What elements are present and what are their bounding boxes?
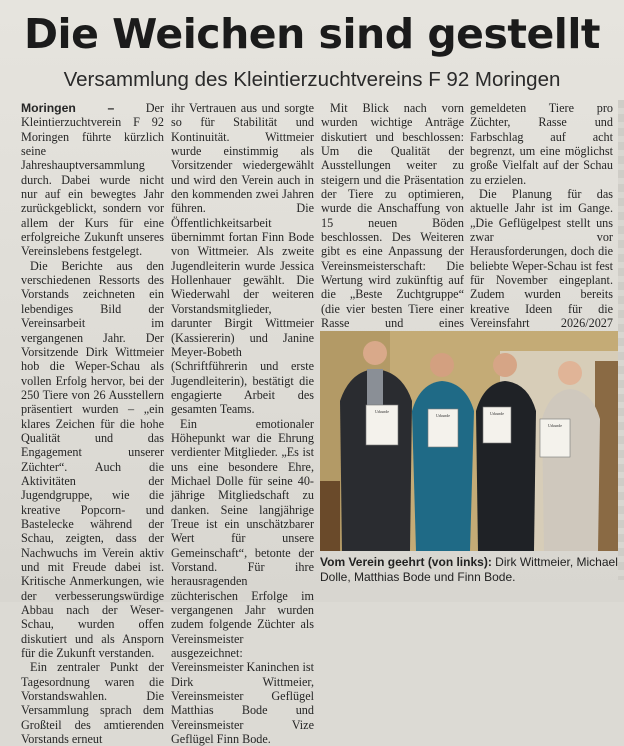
paragraph-text: Der Kleintierzuchtverein F 92 Moringen führte kürzlich seine Jahreshauptversammlung durch. Dabei wurde nicht nur auf ein bewegtes Jahr zurückgeblickt, sondern vor allem der Kurs für eine erfolgreiche Zukunft unseres Vereinslebens festgelegt. <box>21 101 164 259</box>
photo-caption <box>320 555 620 585</box>
caption-lead: Vom Verein geehrt (von links): <box>320 555 492 569</box>
paragraph: Die Planung für das aktuelle Jahr ist im Gange. „Die Geflügelpest stellt uns zwar vor Herausforderungen, doch die beliebte Weper-Schau ist fest für November eingeplant. Zudem wurden bereits kreative Ideen für die Vereinsfahrt 2026/2027 <box>470 187 613 331</box>
dateline: Moringen – <box>21 101 115 115</box>
caption-text: Dirk Wittmeier, Michael Dolle, Matthias Bode und Finn Bode. <box>320 555 618 584</box>
certificate-label: Urkunde <box>436 413 450 418</box>
certificate-label: Urkunde <box>375 409 389 414</box>
text-column-1 <box>21 101 164 746</box>
paragraph: Ein zentraler Punkt der Tagesordnung waren die Vorstandswahlen. Die Versammlung sprach dem Großteil des amtierenden Vorstands erneut <box>21 660 164 746</box>
paragraph: gemeldeten Tiere pro Züchter, Rasse und Farbschlag auf acht begrenzt, um eine möglichst große Vielfalt auf der Schau zu erzielen. <box>470 101 613 187</box>
paragraph: Mit Blick nach vorn wurden wichtige Anträge diskutiert und beschlossen: Um die Qualität der Ausstellungen weiter zu steigern und die Präsentation der Tiere zu optimieren, wurde die Anschaffung von 15 neuen Böden beschlossen. Des Weiteren gibt es eine Anpassung der Vereinsmeisterschaft: Die Wertung wird zukünftig auf die „Beste Zuchtgruppe“ (die vier besten Tiere einer Rasse und eines <box>321 101 464 331</box>
paragraph: ihr Vertrauen aus und sorgte so für Stabilität und Kontinuität. Wittmeier wurde einstimmig als Vorsitzender wiedergewählt und wird den Verein auch in den kommenden zwei Jahren führen. Die Öffentlichkeitsarbeit übernimmt fortan Finn Bode von Wittmeier. Als zweite Jugendleiterin wurde Jessica Hollenhauer gewählt. Die Wiederwahl der weiteren Vorstandsmitglieder, darunter Birgit Wittmeier (Kassiererin) und Janine Meyer-Bobeth (Schriftführerin und erste Jugendleiterin), bestätigt die engagierte Arbeit des gesamten Teams. <box>171 101 314 417</box>
certificate-label: Urkunde <box>548 423 562 428</box>
text-column-2 <box>171 101 314 746</box>
article-subheadline: Versammlung des Kleintierzuchtvereins F 92 Moringen <box>63 68 561 91</box>
paragraph: Die Berichte aus den verschiedenen Ressorts des Vorstands zeichneten ein lebendiges Bild der Vereinsarbeit im vergangenen Jahr. Der Vorsitzende Dirk Wittmeier hob die Weper-Schau als vollen Erfolg hervor, bei der 250 Tiere von 26 Ausstellern präsentiert wurden – „ein klares Zeichen für die hohe Qualität und das Engagement unserer Züchter“. Auch die Aktivitäten der Jugendgruppe, wie die kreative Popcorn- und Bastelecke während der Schau, zeigten, dass der Nachwuchs im Verein aktiv und mit Freude dabei ist. Kritische Anmerkungen, wie der verbesserungswürdige Abbau nach der Weser-Schau, wurden offen diskutiert und als Ansporn für die Zukunft verstanden. <box>21 258 164 661</box>
certificate-label: Urkunde <box>490 411 504 416</box>
paragraph <box>21 101 164 259</box>
group-photo <box>320 331 618 551</box>
paragraph: Ein emotionaler Höhepunkt war die Ehrung verdienter Mitglieder. „Es ist uns eine besondere Ehre, Michael Dolle für seine 40-jährige Mitgliedschaft zu danken. Seine langjährige Treue ist ein unschätzbarer Wert für unsere Gemeinschaft“, betonte der Vorstand. Für ihre herausragenden züchterischen Erfolge im vergangenen Jahr wurden zudem folgende Züchter als Vereinsmeister ausgezeichnet: Vereinsmeister Kaninchen ist Dirk Wittmeier, Vereinsmeister Geflügel Matthias Bode und Vereinsmeister Vize Geflügel Finn Bode. <box>171 416 314 746</box>
page-edge <box>618 100 624 580</box>
group-photo-illustration <box>320 331 618 551</box>
article-headline: Die Weichen sind gestellt <box>24 10 600 58</box>
